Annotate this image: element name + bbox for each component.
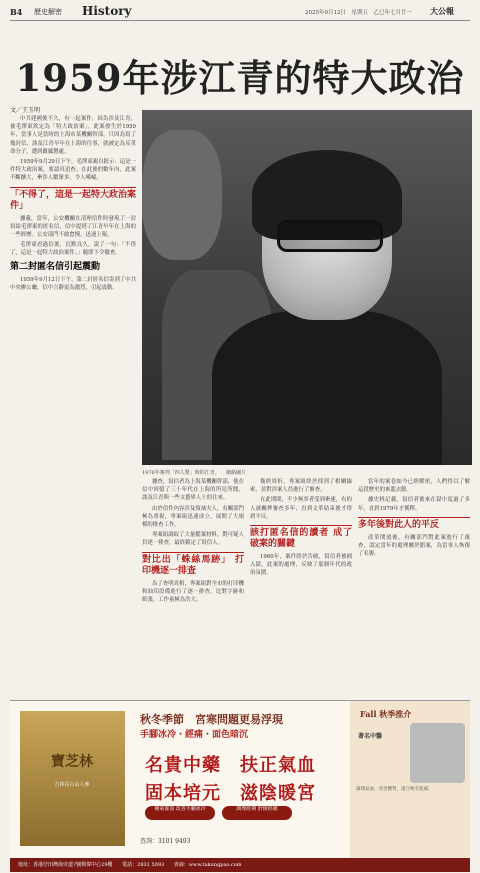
subheading: 對比出「蛛絲馬跡」 打印機逐一排查	[142, 552, 244, 577]
paragraph: 專案組調取了大量檔案材料，對可疑人員逐一排查，最終鎖定了寫信人。	[142, 532, 244, 547]
ad-side-panel	[350, 701, 470, 859]
ad-feature-badge: 補氣養血 改善手腳冰冷	[145, 806, 215, 820]
article-column-4	[358, 478, 470, 696]
subheading: 第二封匿名信引起震動	[10, 261, 101, 272]
paragraph: 為了查明真相，專案組對全市的打印機和油印設備進行了逐一排查，比對字跡和紙張，工作量極為浩大。	[142, 580, 244, 604]
doctor-photo	[410, 723, 465, 783]
paragraph: 1959年9月12日下午，第二封匿名信寄到了中共中央辦公廳，信中言辭更為激烈，引起震動。	[10, 276, 136, 291]
paragraph: 在此期間，不少無辜者受到牽連，有的人被關押審查多年，直到文革結束後才得到平反。	[250, 497, 352, 520]
paragraph: 據史料記載，寫信者後來在獄中度過了多年，直到1979年才獲釋。	[358, 497, 470, 512]
paragraph: 當年的案卷如今已經解密，人們得以了解這段歷史的來龍去脈。	[358, 479, 470, 494]
ad-subheadline: 手腳冰冷・經痛・面色暗沉	[140, 730, 249, 740]
article-author: 文／王玉明	[10, 107, 41, 114]
product-box-image	[20, 711, 125, 846]
paragraph: 據載，當年，公安機關在清理信件時發現了一封寫給毛澤東的匿名信，信中提到了江青早年在上海的一些經歷。公安部門不敢怠慢，迅速上報。	[10, 215, 136, 239]
article-column-2	[142, 478, 244, 696]
article-title: 1959年涉江青的特大政治	[15, 56, 465, 100]
ad-feature-badge: 調理經期 舒緩經痛	[222, 806, 292, 820]
paragraph: 中共建國後不久，有一起案件，因為涉及江青，被毛澤東欽定為「特大政治案」。此案發生於1959年，當事人是當時的上海市某機關幹部，只因為寫了幾封信、談及江青早年在上海的往事，就被定為反革命分子，遭到嚴厲懲處。	[10, 116, 136, 155]
product-name: 寶芝林	[51, 754, 93, 770]
paragraph: 改革開放後，有關部門對此案進行了複查，認定當年的處理屬於錯案，為當事人恢復了名譽。	[358, 534, 470, 558]
paragraph: 毛澤東看過信後，沉默良久，說了一句：「不得了，這是一起特大政治案件。」隨即下令徹查。	[10, 242, 136, 257]
subheading: 「不得了，這是一起特大政治案件」	[10, 187, 136, 212]
newspaper-logo: 大公報	[430, 6, 454, 16]
paragraph: 1959年9月29日下午，毛澤東親自批示：這是一件特大政治案，要認真追查。在此後的數年內，此案不斷擴大，牽涉人數眾多，令人唏噓。	[10, 159, 136, 182]
side-text: 調理氣血，改善體質，適合秋冬進補。	[356, 787, 433, 792]
advertisement	[10, 700, 470, 859]
product-subtitle: 吉林長白山人參	[54, 782, 90, 788]
ad-phone: 查詢：3101 9493	[140, 838, 191, 845]
side-title: Fall 秋季推介	[360, 709, 412, 719]
page-header	[10, 4, 470, 21]
paragraph: 1960年，案件終於告破，寫信者被捕入獄。此案的處理，反映了那個年代的政治氛圍。	[250, 554, 352, 577]
ad-headline: 秋冬季節 宮寒問題更易浮現	[140, 713, 283, 726]
article-photo	[142, 110, 472, 465]
page-number: B4	[10, 7, 23, 17]
footer-address: 地址：香港仔田灣海旁道7號興偉中心29樓	[18, 862, 113, 868]
ad-slogan-1: 名貴中藥 扶正氣血	[145, 755, 316, 776]
article-column-3	[250, 478, 352, 696]
section-name-en: History	[82, 4, 132, 18]
article-column-1	[10, 115, 136, 695]
ad-slogan-2: 固本培元 滋陰暖宮	[145, 783, 316, 804]
section-name: 歷史解密	[34, 8, 62, 16]
subheading: 該打匿名信的讀者 成了破案的關鍵	[250, 525, 352, 550]
footer-phone: 電話：2831 5093	[122, 862, 165, 868]
paragraph: 據查，寫信者為上海某機關幹部，他在信中回憶了三十年代在上海的所見所聞，談及江青與一些文藝界人士的往來。	[142, 479, 244, 502]
paragraph: 幾經周折，專案組終於找到了相關線索，並對涉案人員進行了審查。	[250, 479, 352, 494]
paragraph: 由於信件內容涉及領袖夫人，有關部門極為重視，專案組迅速成立，展開了大規模的排查工作。	[142, 505, 244, 529]
photo-caption: 1976年審判「四人幫」時的江青。 網絡圖片	[142, 470, 247, 476]
side-name: 著名中醫	[358, 733, 383, 740]
page-footer	[10, 858, 470, 872]
subheading: 多年後對此人的平反	[358, 517, 470, 531]
footer-website: 查詢：www.takungpao.com	[173, 862, 242, 868]
issue-date: 2025年9月12日 星期五 乙巳年七月廿一	[305, 10, 412, 16]
